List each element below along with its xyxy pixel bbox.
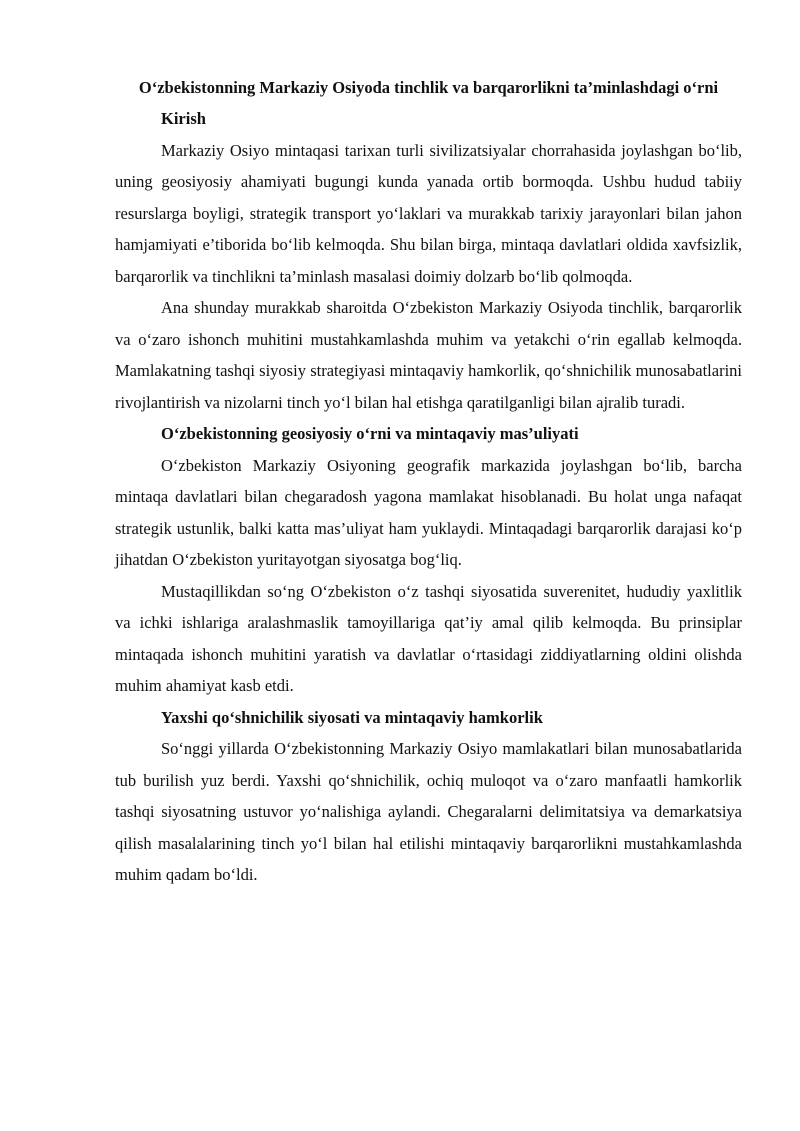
section-heading-introduction: Kirish: [161, 109, 206, 128]
paragraph: Markaziy Osiyo mintaqasi tarixan turli sivilizatsiyalar chorrahasida joylashgan bo‘lib, uning geosiyosiy ahamiyati bugungi kunda yanada ortib bormoqda. Ushbu hudud tabiiy resurslarga boyligi, strategik transport yo‘laklari va murakkab tarixiy jarayonlari bilan jahon hamjamiyati e’tiborida bo‘lib kelmoqda. Shu bilan birga, mintaqa davlatlari oldida xavfsizlik, barqarorlik va tinchlikni ta’minlash masalasi doimiy dolzarb bo‘lib qolmoqda.: [115, 140, 742, 286]
section-heading-geopolitical-role: O‘zbekistonning geosiyosiy o‘rni va mintaqaviy mas’uliyati: [161, 424, 579, 443]
section-heading-good-neighborliness: Yaxshi qo‘shnichilik siyosati va mintaqaviy hamkorlik: [161, 707, 543, 727]
paragraph: O‘zbekiston Markaziy Osiyoning geografik markazida joylashgan bo‘lib, barcha mintaqa davlatlari bilan chegaradosh yagona mamlakat hisoblanadi. Bu holat unga nafaqat strategik ustunlik, balki katta mas’uliyat ham yuklaydi. Mintaqadagi barqarorlik darajasi ko‘p jihatdan O‘zbekiston yuritayotgan siyosatga bog‘liq.: [115, 455, 742, 569]
document-page: [115, 72, 742, 891]
document-title: O‘zbekistonning Markaziy Osiyoda tinchlik va barqarorlikni ta’minlashdagi o‘rni: [138, 78, 719, 97]
paragraph: Mustaqillikdan so‘ng O‘zbekiston o‘z tashqi siyosatida suverenitet, hududiy yaxlitlik va ichki ishlariga aralashmaslik tamoyillariga qat’iy amal qilib kelmoqda. Bu prinsiplar mintaqada ishonch muhitini yaratish va davlatlar o‘rtasidagi ziddiyatlarning oldini olishda muhim ahamiyat kasb etdi.: [115, 581, 742, 695]
paragraph: Ana shunday murakkab sharoitda O‘zbekiston Markaziy Osiyoda tinchlik, barqarorlik va o‘zaro ishonch muhitini mustahkamlashda muhim va yetakchi o‘rin egallab kelmoqda. Mamlakatning tashqi siyosiy strategiyasi mintaqaviy hamkorlik, qo‘shnichilik munosabatlarini rivojlantirish va nizolarni tinch yo‘l bilan hal etishga qaratilganligi bilan ajralib turadi.: [115, 298, 742, 412]
paragraph: So‘nggi yillarda O‘zbekistonning Markaziy Osiyo mamlakatlari bilan munosabatlarida tub burilish yuz berdi. Yaxshi qo‘shnichilik, ochiq muloqot va o‘zaro manfaatli hamkorlik tashqi siyosatning ustuvor yo‘nalishiga aylandi. Chegaralarni delimitatsiya va demarkatsiya qilish masalalarining tinch yo‘l bilan hal etilishi mintaqaviy barqarorlikni mustahkamlashda muhim qadam bo‘ldi.: [115, 739, 742, 884]
